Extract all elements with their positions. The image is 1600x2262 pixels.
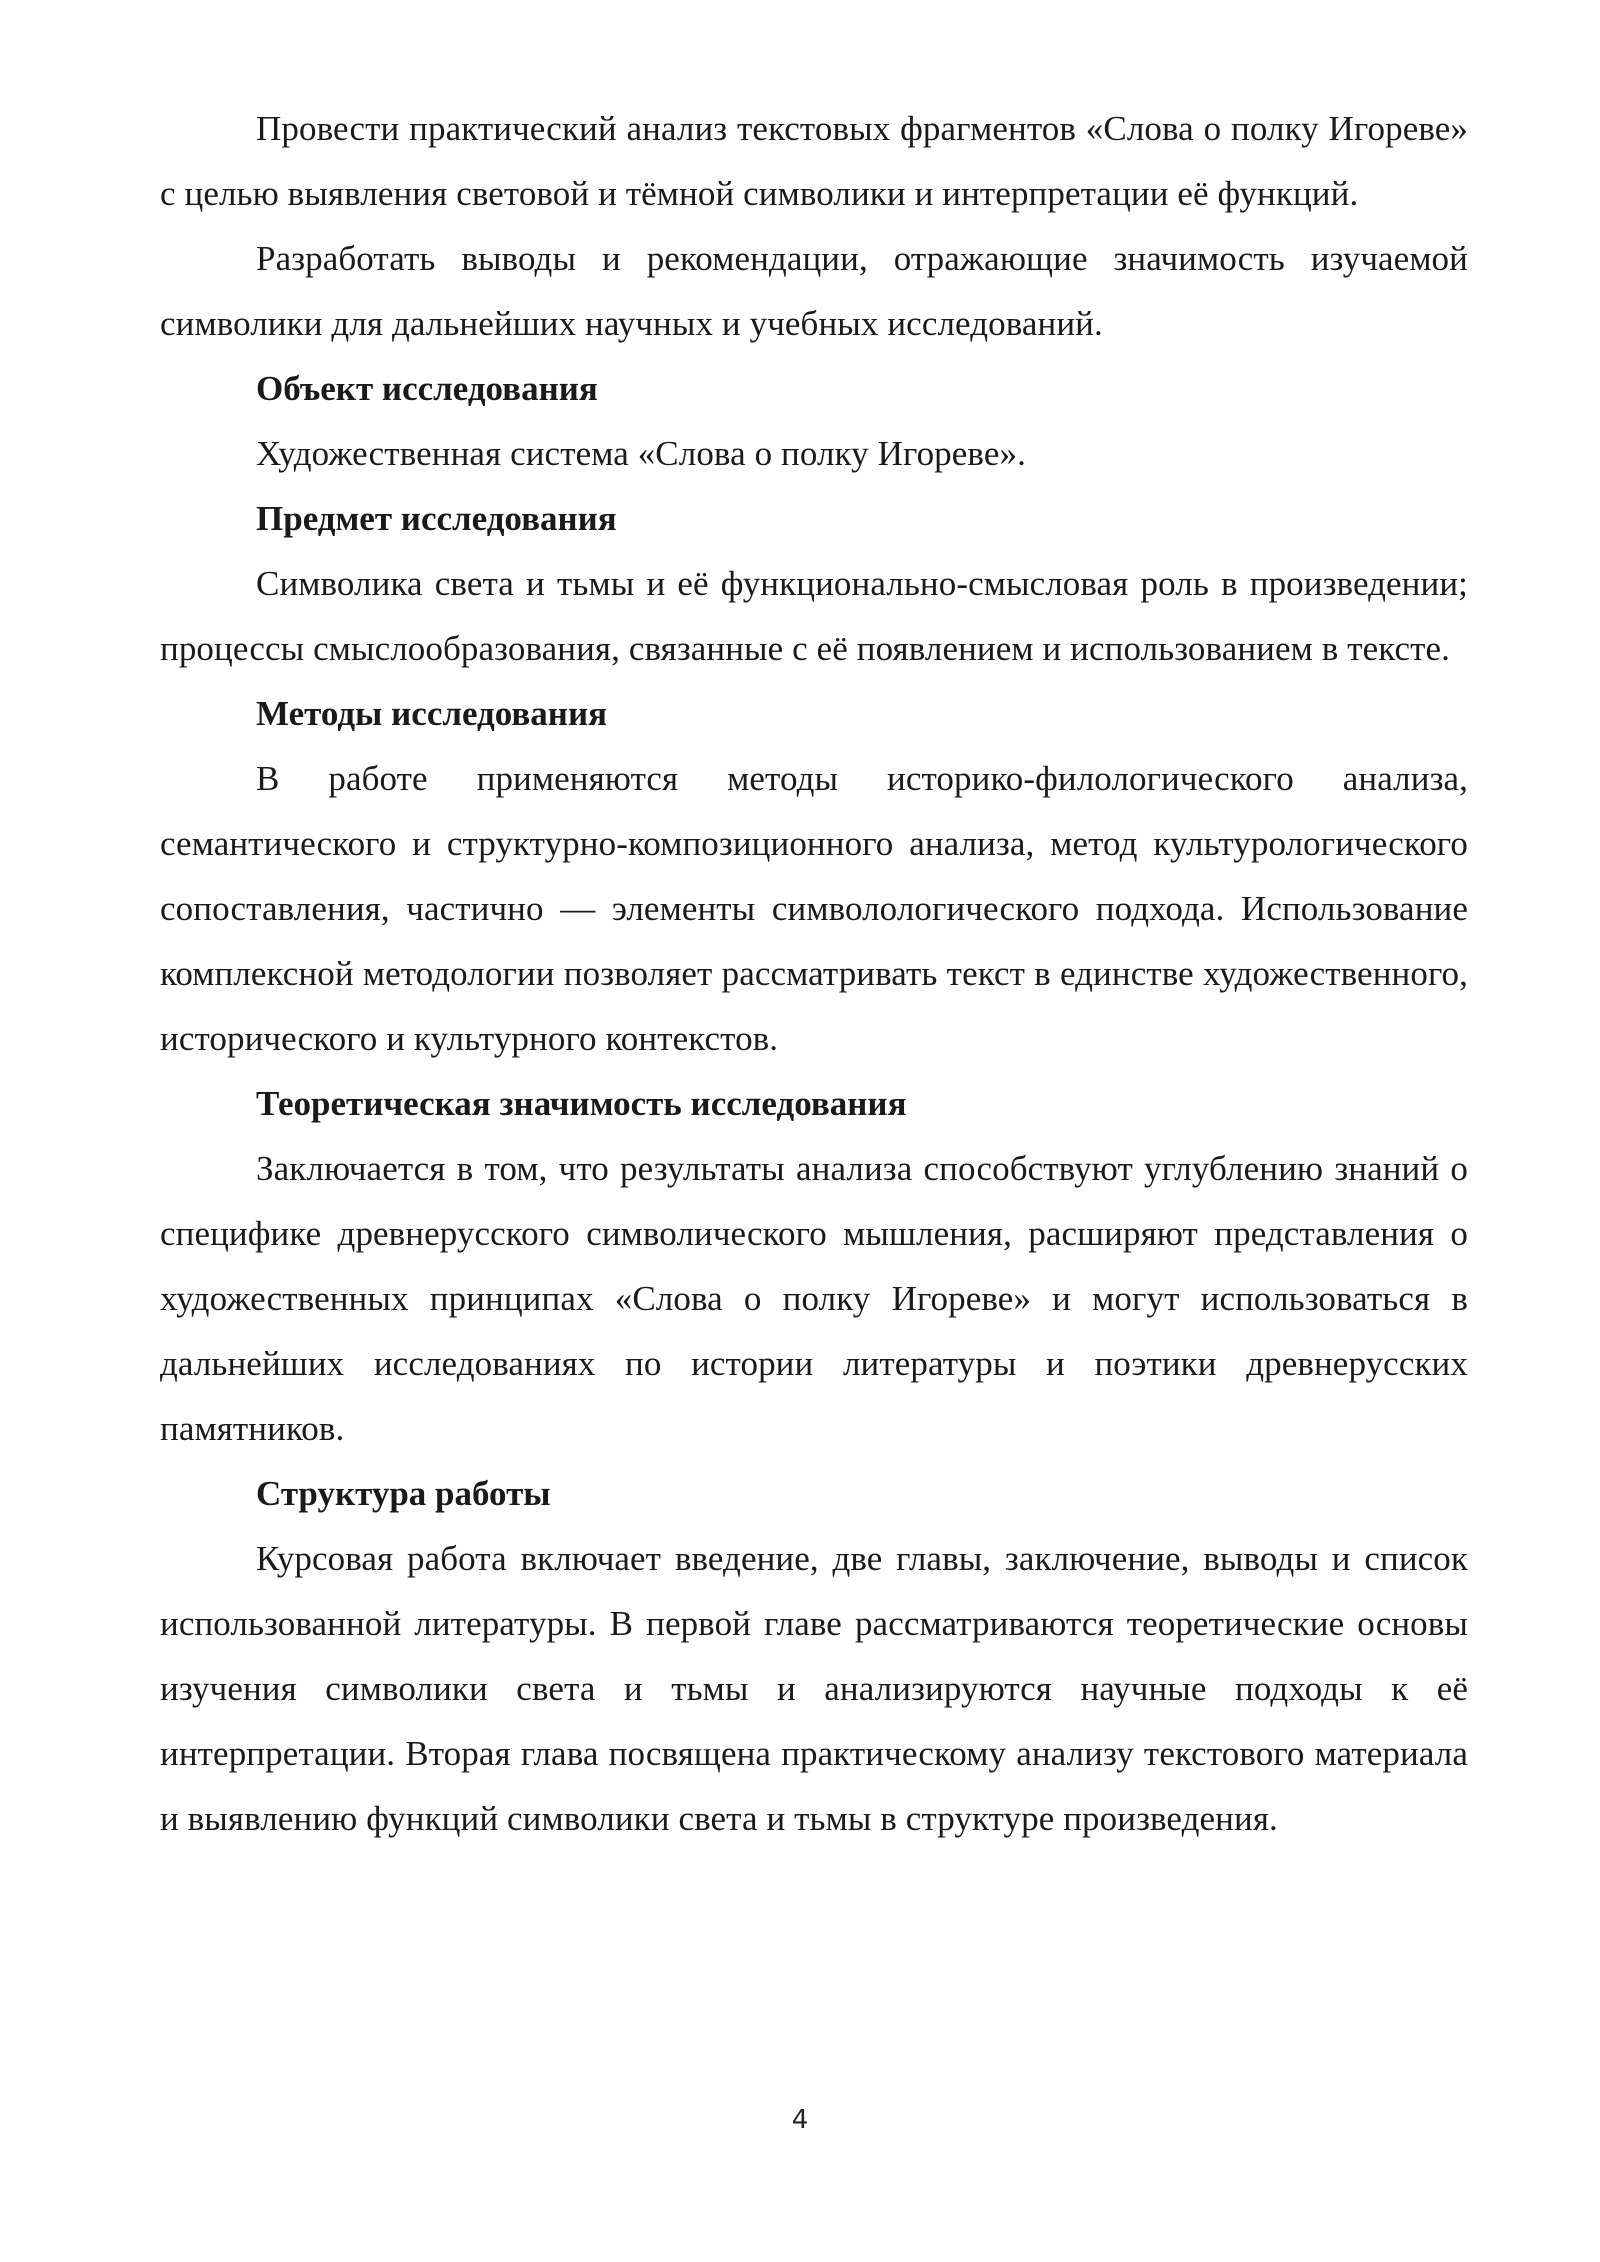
body-paragraph: Провести практический анализ текстовых фрагментов «Слова о полку Игореве» с целью выявления световой и тёмной символики и интерпретации её функций. — [160, 109, 1468, 213]
section-text-object: Художественная система «Слова о полку Игореве». — [256, 434, 1026, 473]
section-heading-methods: Методы исследования — [256, 694, 608, 733]
section-text-subject: Символика света и тьмы и её функционально-смысловая роль в произведении; процессы смыслообразования, связанные с её появлением и использованием в тексте. — [160, 564, 1468, 668]
section-heading-structure: Структура работы — [256, 1474, 551, 1513]
section-text-significance: Заключается в том, что результаты анализа способствуют углублению знаний о специфике древнерусского символического мышления, расширяют представления о художественных принципах «Слова о полку Игореве» и могут использоваться в дальнейших исследованиях по истории литературы и поэтики древнерусских памятников. — [160, 1149, 1468, 1448]
body-paragraph: Разработать выводы и рекомендации, отражающие значимость изучаемой символики для дальнейших научных и учебных исследований. — [160, 239, 1468, 343]
section-heading-significance: Теоретическая значимость исследования — [256, 1084, 907, 1123]
page-number: 4 — [791, 2105, 809, 2135]
section-heading-object: Объект исследования — [256, 369, 598, 408]
page-body — [160, 96, 1468, 1851]
section-heading-subject: Предмет исследования — [256, 499, 617, 538]
section-text-methods: В работе применяются методы историко-филологического анализа, семантического и структурно-композиционного анализа, метод культурологического сопоставления, частично — элементы символологического подхода. Использование комплексной методологии позволяет рассматривать текст в единстве художественного, исторического и культурного контекстов. — [160, 759, 1468, 1058]
section-text-structure: Курсовая работа включает введение, две главы, заключение, выводы и список использованной литературы. В первой главе рассматриваются теоретические основы изучения символики света и тьмы и анализируются научные подходы к её интерпретации. Вторая глава посвящена практическому анализу текстового материала и выявлению функций символики света и тьмы в структуре произведения. — [160, 1539, 1468, 1838]
